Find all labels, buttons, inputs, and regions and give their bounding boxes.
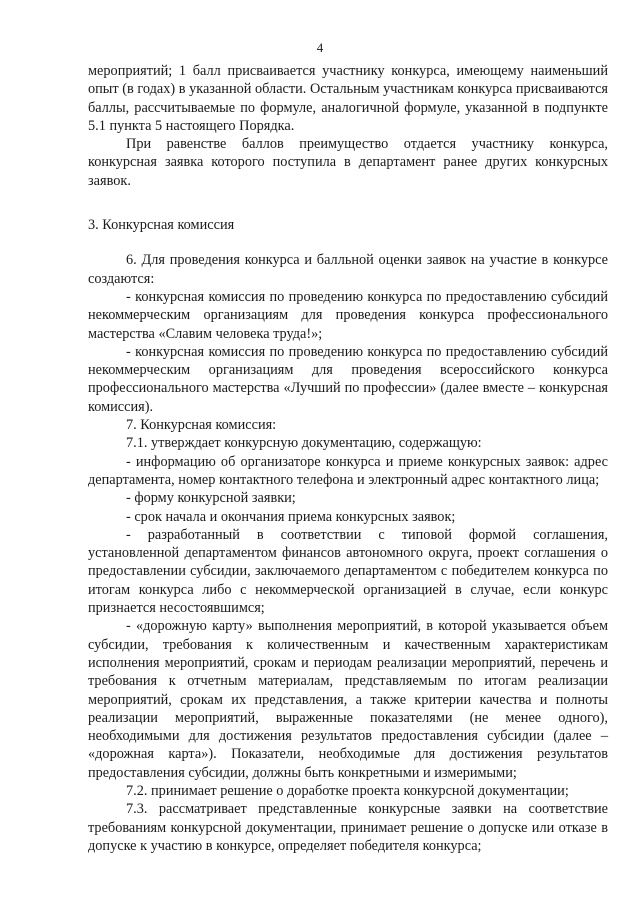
paragraph-tie-rule: При равенстве баллов преимущество отдается участнику конкурса, конкурсная заявка которого поступила в департамент ранее других конкурсных заявок.: [88, 136, 608, 189]
list-item-application-form: - форму конкурсной заявки;: [126, 490, 296, 507]
paragraph-7-3: 7.3. рассматривает представленные конкурсные заявки на соответствие требованиям конкурсной документации, принимает решение о допуске или отказе в допуске к участию в конкурсе, определяет победителя конкурса;: [88, 801, 608, 854]
spacer: [88, 190, 608, 216]
page-number: 4: [316, 40, 324, 55]
paragraph-7: 7. Конкурсная комиссия:: [126, 417, 277, 434]
list-item-commission-2: - конкурсная комиссия по проведению конкурса по предоставлению субсидий некоммерческим организациям для проведения всероссийского конкурса профессионального мастерства «Лучший по профессии» (далее вместе – конкурсная комиссия).: [88, 343, 608, 415]
paragraph-7-1: 7.1. утверждает конкурсную документацию, содержащую:: [126, 435, 482, 452]
list-item-deadlines: - срок начала и окончания приема конкурсных заявок;: [126, 508, 456, 525]
document-body: [88, 62, 608, 855]
spacer: [88, 234, 608, 251]
list-item-organizer-info: - информацию об организаторе конкурса и приеме конкурсных заявок: адрес департамента, номер контактного телефона и электронный адрес контактного лица;: [88, 453, 608, 488]
list-item-agreement-draft: - разработанный в соответствии с типовой формой соглашения, установленной департаментом финансов автономного округа, проект соглашения о предоставлении субсидии, заключаемого департаментом с победителем конкурса по итогам конкурса либо с некоммерческой организацией в случае, если конкурс признается несостоявшимся;: [88, 526, 608, 617]
section-title: 3. Конкурсная комиссия: [88, 217, 235, 234]
paragraph-6: 6. Для проведения конкурса и балльной оценки заявок на участие в конкурсе создаются:: [88, 252, 608, 287]
paragraph-7-2: 7.2. принимает решение о доработке проекта конкурсной документации;: [126, 782, 569, 799]
list-item-roadmap: - «дорожную карту» выполнения мероприятий, в которой указывается объем субсидии, требования к количественным и качественным характеристикам исполнения мероприятий, срокам и периодам реализации мероприятий, перечень и требования к отчетным материалам, представляемым по итогам реализации мероприятий, срокам их представления, а также критерии качества и полноты реализации мероприятий, выраженные показателями (не менее одного), необходимыми для достижения результатов предоставления субсидии (далее – «дорожная карта»). Показатели, необходимые для достижения результатов предоставления субсидии, должны быть конкретными и измеримыми;: [88, 618, 608, 781]
paragraph-continuation: мероприятий; 1 балл присваивается участнику конкурса, имеющему наименьший опыт (в годах) в указанной области. Остальным участникам конкурса присваиваются баллы, рассчитываемые по формуле, аналогичной формуле, указанной в подпункте 5.1 пункта 5 настоящего Порядка.: [88, 63, 608, 134]
list-item-commission-1: - конкурсная комиссия по проведению конкурса по предоставлению субсидий некоммерческим организациям для проведения конкурса профессионального мастерства «Славим человека труда!»;: [88, 288, 608, 342]
